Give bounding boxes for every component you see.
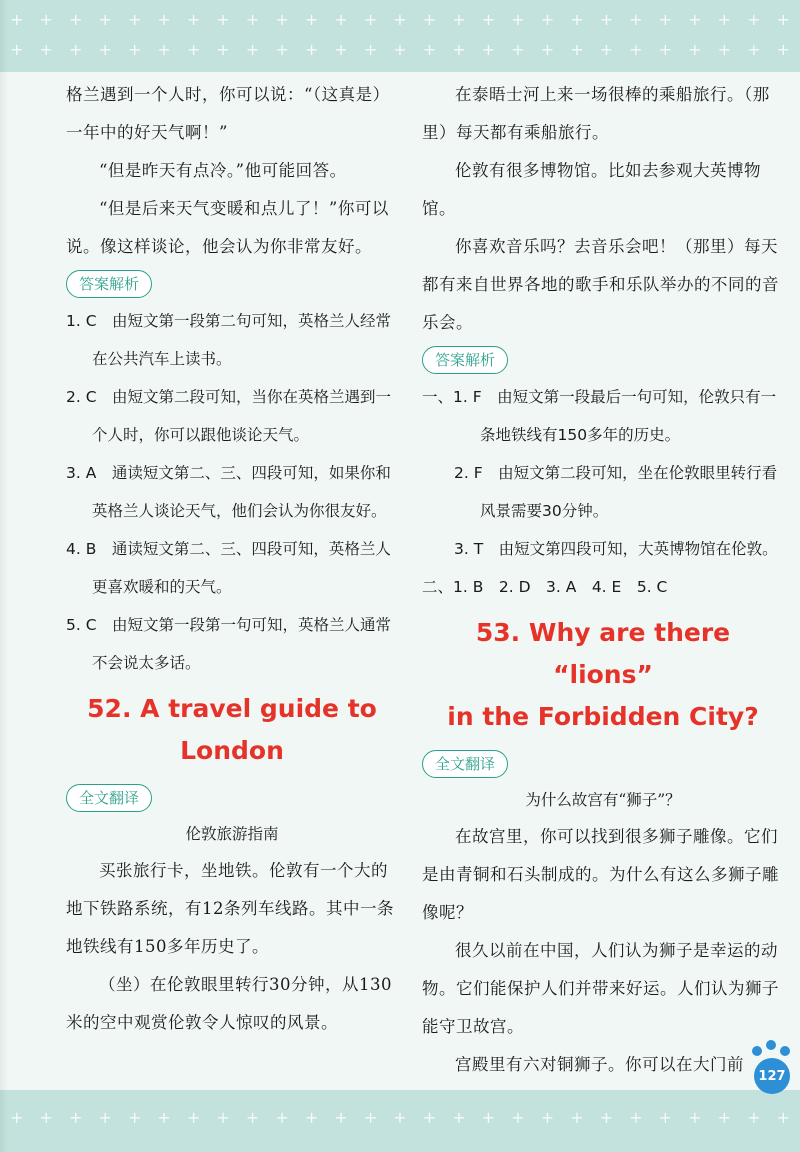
right-answer-4: 二、1. B 2. D 3. A 4. E 5. C bbox=[422, 578, 668, 596]
right-answer-2: 2. F 由短文第二段可知，坐在伦敦眼里转行看风景需要30分钟。 bbox=[454, 464, 778, 520]
full-translation-badge: 全文翻译 bbox=[422, 750, 508, 778]
answer-analysis-badge: 答案解析 bbox=[422, 346, 508, 374]
translation-subtitle: 伦敦旅游指南 bbox=[185, 825, 279, 843]
left-answer-2: 2. C 由短文第二段可知，当你在英格兰遇到一个人时，你可以跟他谈论天气。 bbox=[66, 388, 392, 444]
right-column bbox=[422, 76, 784, 1084]
paw-toe-icon bbox=[780, 1046, 790, 1056]
left-translation-para-1: 买张旅行卡，坐地铁。伦敦有一个大的地下铁路系统，有12条列车线路。其中一条地铁线有150多年历史了。 bbox=[66, 861, 394, 956]
left-para-3: “但是后来天气变暖和点儿了！”你可以说。像这样谈论，他会认为你非常友好。 bbox=[66, 199, 389, 256]
right-translation-para-1: 在故宫里，你可以找到很多狮子雕像。它们是由青铜和石头制成的。为什么有这么多狮子雕像呢？ bbox=[422, 827, 779, 922]
left-answer-4: 4. B 通读短文第二、三、四段可知，英格兰人更喜欢暖和的天气。 bbox=[66, 540, 391, 596]
plus-pattern-row-bottom: + + + + + + + + + + + + + + + + + + + + + + + + + + + bbox=[10, 1108, 790, 1127]
section-title-53 bbox=[422, 612, 784, 738]
page-edge-shadow bbox=[0, 0, 8, 1152]
paw-toe-icon bbox=[752, 1046, 762, 1056]
left-answer-5: 5. C 由短文第一段第一句可知，英格兰人通常不会说太多话。 bbox=[66, 616, 392, 672]
section-title-52-line2: London bbox=[180, 736, 284, 765]
section-title-53-line1: 53. Why are there “lions” bbox=[475, 618, 731, 689]
left-translation-para-2: （坐）在伦敦眼里转行30分钟，从130米的空中观赏伦敦令人惊叹的风景。 bbox=[66, 975, 392, 1032]
right-para-3: 你喜欢音乐吗？去音乐会吧！（那里）每天都有来自世界各地的歌手和乐队举办的不同的音乐会。 bbox=[422, 237, 779, 332]
right-answer-1: 一、1. F 由短文第一段最后一句可知，伦敦只有一条地铁线有150多年的历史。 bbox=[422, 388, 777, 444]
section-title-52 bbox=[66, 688, 398, 772]
full-translation-badge: 全文翻译 bbox=[66, 784, 152, 812]
right-answer-3: 3. T 由短文第四段可知，大英博物馆在伦敦。 bbox=[454, 540, 778, 558]
translation-subtitle: 为什么故宫有“狮子”？ bbox=[525, 791, 681, 809]
section-title-52-line1: 52. A travel guide to bbox=[87, 694, 377, 723]
left-para-1: 格兰遇到一个人时，你可以说：“（这真是）一年中的好天气啊！” bbox=[66, 85, 390, 142]
left-answer-3: 3. A 通读短文第二、三、四段可知，如果你和英格兰人谈论天气，他们会认为你很友好。 bbox=[66, 464, 391, 520]
section-title-53-line2: in the Forbidden City? bbox=[447, 702, 759, 731]
right-translation-para-3: 宫殿里有六对铜狮子。你可以在大门前 bbox=[455, 1055, 744, 1074]
page-number: 127 bbox=[754, 1058, 790, 1094]
right-translation-para-2: 很久以前在中国，人们认为狮子是幸运的动物。它们能保护人们并带来好运。人们认为狮子能守卫故宫。 bbox=[422, 941, 779, 1036]
right-para-2: 伦敦有很多博物馆。比如去参观大英博物馆。 bbox=[422, 161, 761, 218]
plus-pattern-row-1: + + + + + + + + + + + + + + + + + + + + + + + + + + + bbox=[10, 10, 790, 29]
right-para-1: 在泰晤士河上来一场很棒的乘船旅行。（那里）每天都有乘船旅行。 bbox=[422, 85, 770, 142]
plus-pattern-row-2: + + + + + + + + + + + + + + + + + + + + + + + + + + + bbox=[10, 40, 790, 59]
paw-toe-icon bbox=[766, 1040, 776, 1050]
left-para-2: “但是昨天有点冷。”他可能回答。 bbox=[99, 161, 347, 180]
left-column bbox=[66, 76, 398, 1042]
answer-analysis-badge: 答案解析 bbox=[66, 270, 152, 298]
left-answer-1: 1. C 由短文第一段第二句可知，英格兰人经常在公共汽车上读书。 bbox=[66, 312, 392, 368]
